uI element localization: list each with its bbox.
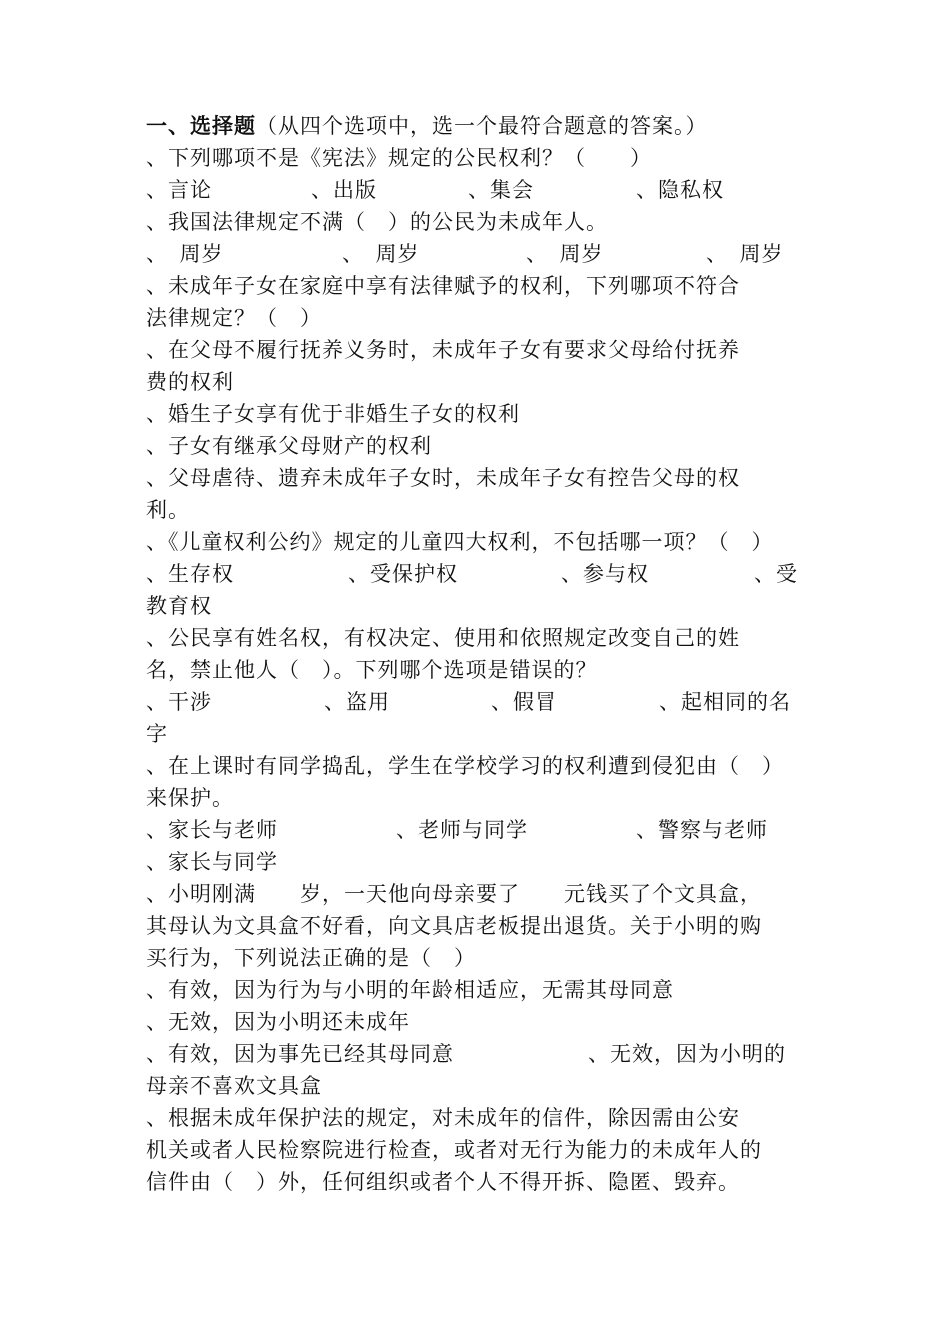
q1-option-b: 、出版 <box>311 178 377 202</box>
section-instruction: （从四个选项中，选一个最符合题意的答案。） <box>256 114 708 138</box>
q5-option-d: 、起相同的名 <box>659 690 791 714</box>
q7-option-b: 、无效，因为小明还未成年 <box>146 1010 410 1034</box>
q2-stem: 、我国法律规定不满（ ）的公民为未成年人。 <box>146 210 608 234</box>
q3-option-d-line-1: 、父母虐待、遗弃未成年子女时，未成年子女有控告父母的权 <box>146 466 740 490</box>
q3-option-a-line-2: 费的权利 <box>146 370 234 394</box>
q2-option-b: 、 周岁 <box>342 242 420 266</box>
q1-option-a: 、言论 <box>146 178 212 202</box>
q4-option-c: 、参与权 <box>561 562 649 586</box>
q1-option-c: 、集会 <box>468 178 534 202</box>
q4-option-a: 、生存权 <box>146 562 234 586</box>
q5-option-a: 、干涉 <box>146 690 212 714</box>
section-heading <box>146 110 810 142</box>
section-title: 一、选择题 <box>146 114 256 138</box>
q2-option-c: 、 周岁 <box>526 242 604 266</box>
q4-option-d: 、受 <box>754 562 798 586</box>
q1-options <box>146 174 810 206</box>
q7-option-d: 、无效，因为小明的 <box>588 1042 786 1066</box>
q8-stem-line-3: 信件由（ ）外，任何组织或者个人不得开拆、隐匿、毁弃。 <box>146 1170 740 1194</box>
q5-option-b: 、盗用 <box>324 690 390 714</box>
q5-stem-line-2: 名，禁止他人（ ）。下列哪个选项是错误的？ <box>146 658 598 682</box>
q6-option-a: 、家长与老师 <box>146 818 278 842</box>
q6-option-c: 、警察与老师 <box>636 818 768 842</box>
q2-options <box>146 238 810 270</box>
q1-option-d: 、隐私权 <box>636 178 724 202</box>
q7-stem-line-2: 其母认为文具盒不好看，向文具店老板提出退货。关于小明的购 <box>146 914 762 938</box>
q5-options <box>146 686 810 718</box>
q5-stem-line-1: 、公民享有姓名权，有权决定、使用和依照规定改变自己的姓 <box>146 626 740 650</box>
q3-option-a-line-1: 、在父母不履行抚养义务时，未成年子女有要求父母给付抚养 <box>146 338 740 362</box>
q4-options <box>146 558 810 590</box>
q7-option-d-continued: 母亲不喜欢文具盒 <box>146 1074 322 1098</box>
q4-option-d-continued: 教育权 <box>146 594 212 618</box>
q4-stem: 、《儿童权利公约》规定的儿童四大权利，不包括哪一项？（ ） <box>146 530 774 554</box>
q6-option-d: 、家长与同学 <box>146 850 278 874</box>
q5-option-c: 、假冒 <box>491 690 557 714</box>
question-sheet <box>146 110 810 1198</box>
q8-stem-line-1: 、根据未成年保护法的规定，对未成年的信件，除因需由公安 <box>146 1106 740 1130</box>
q7-option-c: 、有效，因为事先已经其母同意 <box>146 1042 454 1066</box>
q2-option-d: 、 周岁 <box>706 242 784 266</box>
q4-option-b: 、受保护权 <box>348 562 458 586</box>
q8-stem-line-2: 机关或者人民检察院进行检查，或者对无行为能力的未成年人的 <box>146 1138 762 1162</box>
q7-option-a: 、有效，因为行为与小明的年龄相适应，无需其母同意 <box>146 978 674 1002</box>
q6-options <box>146 814 810 846</box>
q3-stem-line-2: 法律规定？（ ） <box>146 306 322 330</box>
q6-stem-line-2: 来保护。 <box>146 786 234 810</box>
q6-stem-line-1: 、在上课时有同学捣乱，学生在学校学习的权利遭到侵犯由（ ） <box>146 754 784 778</box>
q5-option-d-continued: 字 <box>146 722 168 746</box>
q3-option-b: 、婚生子女享有优于非婚生子女的权利 <box>146 402 520 426</box>
q3-option-c: 、子女有继承父母财产的权利 <box>146 434 432 458</box>
q3-stem-line-1: 、未成年子女在家庭中享有法律赋予的权利，下列哪项不符合 <box>146 274 740 298</box>
q1-stem: 、下列哪项不是《宪法》规定的公民权利？（ ） <box>146 146 652 170</box>
q7-options-cd <box>146 1038 810 1070</box>
q7-stem-line-1: 、小明刚满 岁，一天他向母亲要了 元钱买了个文具盒， <box>146 882 762 906</box>
q6-option-b: 、老师与同学 <box>396 818 528 842</box>
q3-option-d-line-2: 利。 <box>146 498 190 522</box>
q2-option-a: 、 周岁 <box>146 242 224 266</box>
q7-stem-line-3: 买行为，下列说法正确的是（ ） <box>146 946 476 970</box>
